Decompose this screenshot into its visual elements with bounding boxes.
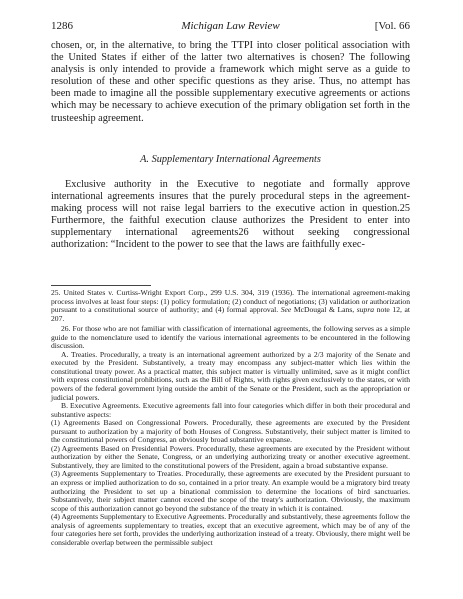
footnote-25-text-b: McDougal & Lans, [291,305,357,315]
intro-paragraph: chosen, or, in the alternative, to bring the TTPI into closer political association with the United States if either of the latter two alternatives is chosen? The following analysis is only intended to provide a framework which might serve as a guide to resolution of these and other specific questions as they arise. Thus, no attempt has been made to imagine all the possible supplementary executive agreements or actions which may be necessary to achieve execution of the primary obligation set forth in the trusteeship agreement. [51,40,410,124]
running-header [51,19,410,33]
footnote-26-item-2: (2) Agreements Based on Presidential Powers. Procedurally, these agreements are executed by the President without authorization by either the Senate, Congress, or an underlying authorizing treaty or another executive agreement. Substantively, they are limited to the constitutional powers of the President, again a broad substantive expanse. [51,443,410,470]
section-paragraph: Exclusive authority in the Executive to negotiate and formally approve international agreements insures that the purely procedural steps in the agreement-making process will not raise legal barriers to the executive action in question.25 Furthermore, the faithful execution clause authorizes the President to enter into supplementary international agreements26 without seeking congressional authorization: “Incident to the power to see that the laws are faithfully exec- [51,179,410,251]
footnote-25-see: See [280,305,292,315]
footnote-25 [51,289,410,323]
footnote-26-executive-agreements: B. Executive Agreements. Executive agreements fall into four categories which differ in both their procedural and substantive aspects: [51,401,410,419]
journal-title: Michigan Law Review [181,20,280,32]
footnotes [51,289,410,547]
footnote-26-item-1: (1) Agreements Based on Congressional Powers. Procedurally, these agreements are executed by the President pursuant to authorization by a majority of both Houses of Congress. Substantively, their subject matter is limited to the constitutional powers of Congress, an obviously broad substantive expanse. [51,418,410,445]
footnote-25-text-a: 25. United States v. Curtiss-Wright Export Corp., 299 U.S. 304, 319 (1936). The international agreement-making process involves at least four steps: (1) policy formulation; (2) conduct of negotiations; (3) validation or authorization pursuant to a constitutional source of authority; and (4) formal approval. [51,288,410,315]
footnote-26-intro: 26. For those who are not familiar with classification of international agreements, the following serves as a simple guide to the nomenclature used to identify the various international agreements to be encountered in the following discussion. [51,324,410,351]
footnote-26-treaties: A. Treaties. Procedurally, a treaty is an international agreement authorized by a 2/3 majority of the Senate and executed by the President. Substantively, a treaty may encompass any subject-matter which lies within the constitutional treaty power. As a practical matter, this subject matter is virtually unlimited, save as it might conflict with express constitutional prohibitions, such as the Bill of Rights, with rights given exclusively to the states, or with powers of the federal government lying outside the ambit of the Senate or the President, such as the appropriation or judicial powers. [51,349,410,402]
footnote-26-item-3: (3) Agreements Supplementary to Treaties. Procedurally, these agreements are executed by the President pursuant to an express or implied authorization to do so, contained in a prior treaty. An example would be a migratory bird treaty authorizing the President to set up a binational commission to determine the locations of bird sanctuaries. Substantively, their subject matter cannot exceed the scope of the treaty's authorization. Obviously, the maximum scope of this authorization cannot go beyond the substance of the treaty in which it is contained. [51,469,410,513]
volume-label: [Vol. 66 [374,20,410,32]
footnote-separator [51,285,151,286]
section-heading: A. Supplementary International Agreements [140,154,321,165]
footnote-25-text-c: note 12, at 207. [51,305,410,323]
footnote-26-item-4: (4) Agreements Supplementary to Executive Agreements. Procedurally and substantively, these agreements follow the analysis of agreements supplementary to treaties, except that an executive agreement, which may be of any of the four categories here set forth, provides the underlying authorization instead of a treaty. Obviously, there might well be considerable overlap between the permissible subject [51,512,410,547]
footnote-25-supra: supra [356,305,375,315]
page-number: 1286 [51,20,73,32]
